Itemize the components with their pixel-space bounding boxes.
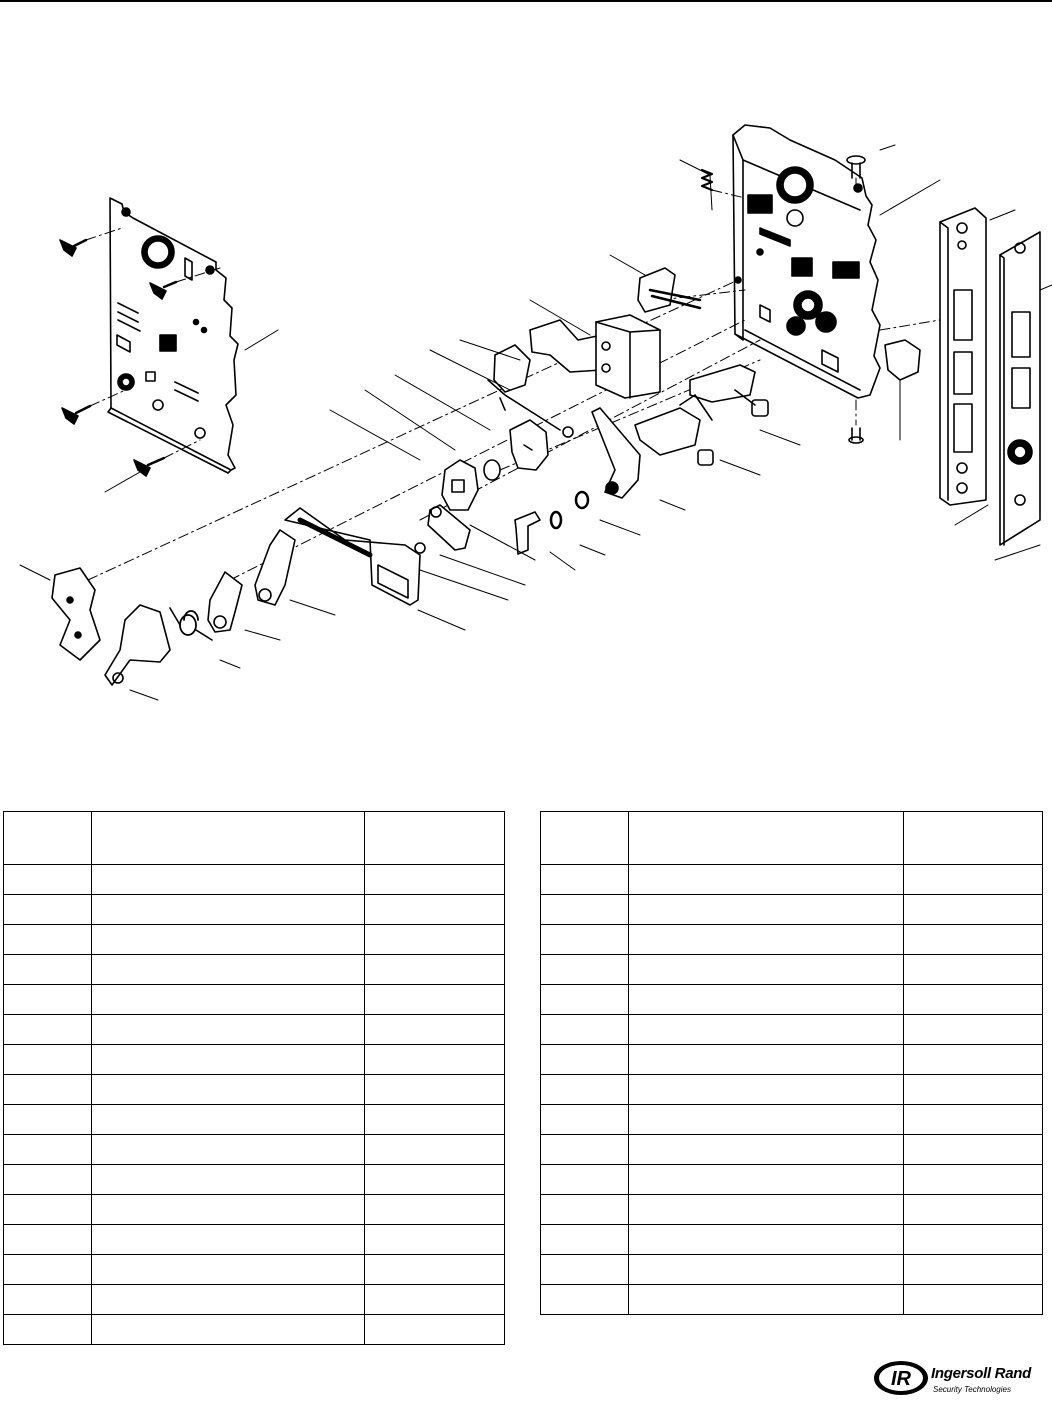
table-cell — [92, 1015, 365, 1045]
table-cell — [903, 895, 1042, 925]
table-cell — [629, 1045, 904, 1075]
cover-screw — [62, 406, 90, 424]
table-cell — [92, 1045, 365, 1075]
stop-work-bracket — [638, 268, 700, 312]
trigger-plate — [635, 395, 713, 465]
retractor — [255, 530, 295, 605]
table-cell — [92, 985, 365, 1015]
table-cell — [92, 1315, 365, 1345]
table-cell — [541, 955, 629, 985]
table-cell — [903, 1015, 1042, 1045]
table-cell — [541, 1075, 629, 1105]
toggle-lever — [592, 408, 640, 498]
table-cell — [364, 1195, 504, 1225]
table-row — [541, 925, 1043, 955]
table-cell — [92, 1225, 365, 1255]
table-cell — [903, 865, 1042, 895]
table-row — [4, 985, 505, 1015]
table-cell — [541, 1135, 629, 1165]
table-cell — [541, 1195, 629, 1225]
table-cell — [4, 955, 92, 985]
table-cell — [629, 1285, 904, 1315]
washer — [551, 512, 561, 528]
table-cell — [629, 1135, 904, 1165]
ir-logo-mark — [873, 1360, 929, 1396]
table-cell — [541, 895, 629, 925]
table-cell — [364, 895, 504, 925]
column-header — [541, 812, 629, 865]
column-header — [92, 812, 365, 865]
table-cell — [903, 1285, 1042, 1315]
clip — [515, 512, 540, 554]
table-cell — [903, 1045, 1042, 1075]
table-row — [541, 1015, 1043, 1045]
table-cell — [541, 1045, 629, 1075]
faceplate — [1000, 232, 1040, 545]
table-cell — [364, 1255, 504, 1285]
table-cell — [541, 865, 629, 895]
deadlocking-latch — [52, 568, 100, 660]
table-row — [541, 1165, 1043, 1195]
table-cell — [4, 895, 92, 925]
table-cell — [364, 1015, 504, 1045]
parts-table-right — [540, 811, 1043, 1315]
table-cell — [629, 1015, 904, 1045]
table-cell — [4, 1045, 92, 1075]
table-cell — [364, 1075, 504, 1105]
table-cell — [541, 985, 629, 1015]
table-cell — [92, 955, 365, 985]
table-cell — [4, 985, 92, 1015]
table-row — [541, 865, 1043, 895]
table-cell — [92, 1195, 365, 1225]
table-row — [541, 1075, 1043, 1105]
table-body — [4, 865, 505, 1345]
table-row — [541, 985, 1043, 1015]
table-row — [4, 1315, 505, 1345]
cover-plate — [108, 198, 238, 473]
table-cell — [4, 1075, 92, 1105]
table-cell — [4, 1105, 92, 1135]
table-cell — [4, 925, 92, 955]
table-cell — [541, 1165, 629, 1195]
swing-lever — [885, 340, 920, 380]
column-header — [903, 812, 1042, 865]
table-cell — [92, 1255, 365, 1285]
table-cell — [4, 1225, 92, 1255]
table-cell — [92, 1135, 365, 1165]
table-row — [4, 925, 505, 955]
armored-front — [940, 208, 986, 505]
table-row — [4, 865, 505, 895]
table-cell — [903, 985, 1042, 1015]
table-row — [541, 1195, 1043, 1225]
table-cell — [364, 1045, 504, 1075]
logo-name: Ingersoll Rand — [931, 1365, 1031, 1382]
table-cell — [541, 1225, 629, 1255]
table-cell — [903, 925, 1042, 955]
table-cell — [364, 1135, 504, 1165]
lever-arm — [428, 505, 470, 550]
table-cell — [364, 925, 504, 955]
table-cell — [629, 1105, 904, 1135]
table-cell — [92, 865, 365, 895]
hub-lever — [208, 572, 242, 632]
stop-lever — [105, 605, 170, 685]
parts-table-left — [3, 811, 505, 1345]
table-row — [541, 1105, 1043, 1135]
table-cell — [364, 1315, 504, 1345]
ingersoll-rand-logo — [873, 1360, 1045, 1400]
table-cell — [364, 1105, 504, 1135]
latch-bolt-assembly — [285, 508, 420, 605]
table-cell — [364, 1285, 504, 1315]
table-cell — [629, 1075, 904, 1105]
table-cell — [92, 895, 365, 925]
table-cell — [4, 865, 92, 895]
logo-mark-text: IR — [891, 1368, 911, 1390]
table-cell — [903, 1225, 1042, 1255]
table-cell — [629, 985, 904, 1015]
column-header — [364, 812, 504, 865]
table-cell — [903, 1135, 1042, 1165]
table-cell — [629, 925, 904, 955]
table-cell — [903, 1165, 1042, 1195]
hub-cam — [442, 460, 478, 510]
table-body — [541, 865, 1043, 1315]
table-cell — [629, 895, 904, 925]
table-cell — [629, 1195, 904, 1225]
table-row — [541, 1135, 1043, 1165]
table-cell — [541, 925, 629, 955]
table-cell — [364, 955, 504, 985]
table-cell — [903, 1105, 1042, 1135]
table-cell — [92, 1165, 365, 1195]
table-row — [4, 1075, 505, 1105]
table-row — [4, 1045, 505, 1075]
table-row — [4, 1255, 505, 1285]
table-cell — [92, 1285, 365, 1315]
table-cell — [541, 1105, 629, 1135]
table-cell — [903, 1075, 1042, 1105]
table-cell — [92, 925, 365, 955]
table-row — [541, 1285, 1043, 1315]
table-cell — [541, 1255, 629, 1285]
table-row — [541, 1255, 1043, 1285]
table-cell — [4, 1015, 92, 1045]
table-cell — [629, 955, 904, 985]
case-screw-bottom — [849, 428, 863, 443]
small-spring — [576, 492, 588, 508]
table-cell — [629, 1225, 904, 1255]
table-cell — [364, 1165, 504, 1195]
table-row — [4, 1285, 505, 1315]
table-row — [4, 1135, 505, 1165]
table-row — [4, 1225, 505, 1255]
table-cell — [364, 1225, 504, 1255]
table-cell — [92, 1075, 365, 1105]
hub-spacer — [484, 460, 500, 480]
slide-plate — [690, 365, 768, 416]
column-header — [4, 812, 92, 865]
table-cell — [4, 1285, 92, 1315]
logo-subtitle: Security Technologies — [933, 1385, 1011, 1394]
table-cell — [4, 1195, 92, 1225]
table-cell — [629, 1255, 904, 1285]
table-cell — [364, 865, 504, 895]
table-cell — [92, 1105, 365, 1135]
lock-case — [733, 125, 880, 398]
cover-screw — [60, 240, 86, 256]
table-row — [4, 1105, 505, 1135]
table-row — [4, 895, 505, 925]
table-cell — [903, 1195, 1042, 1225]
table-row — [541, 1225, 1043, 1255]
table-row — [541, 955, 1043, 985]
table-cell — [629, 1165, 904, 1195]
table-cell — [903, 1255, 1042, 1285]
table-header-row — [541, 812, 1043, 865]
table-cell — [4, 1255, 92, 1285]
table-cell — [364, 985, 504, 1015]
hub-cam — [510, 420, 548, 470]
table-row — [541, 895, 1043, 925]
table-header-row — [4, 812, 505, 865]
table-row — [4, 1195, 505, 1225]
column-header — [629, 812, 904, 865]
table-cell — [629, 865, 904, 895]
table-cell — [4, 1315, 92, 1345]
retaining-ring — [415, 543, 425, 553]
table-row — [4, 1015, 505, 1045]
table-cell — [4, 1135, 92, 1165]
table-row — [4, 1165, 505, 1195]
table-cell — [4, 1165, 92, 1195]
table-row — [4, 955, 505, 985]
table-cell — [541, 1015, 629, 1045]
table-row — [541, 1045, 1043, 1075]
table-cell — [541, 1285, 629, 1315]
table-cell — [903, 955, 1042, 985]
torsion-spring — [170, 608, 212, 640]
auxiliary-bolt — [530, 315, 660, 398]
